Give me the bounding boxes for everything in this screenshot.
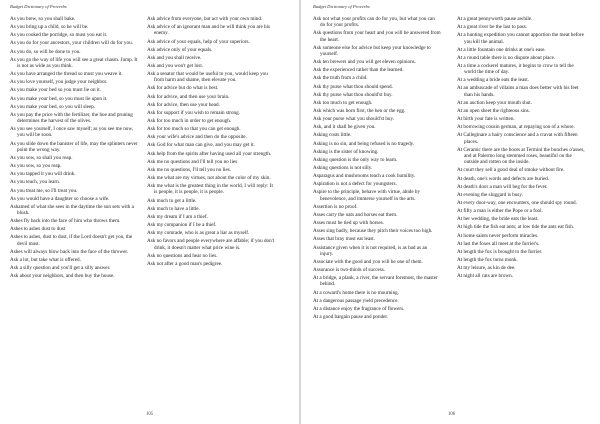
proverb-entry: As you brew, so you shall bake. xyxy=(10,16,76,22)
proverb-entry: As you do, so will be done to you. xyxy=(10,48,81,55)
proverb-entry: As you slide down the banister of life, may the splinters never point the wrong way. xyxy=(10,140,138,153)
proverb-entry: Asses sing badly, because they pitch their voices too high. xyxy=(313,228,433,235)
proverb-entry: As you sow, so shall you reap. xyxy=(10,154,73,161)
proverb-entry: Ask and you won't get lost. xyxy=(147,62,204,69)
proverb-entry: As you love yourself, you judge your neighbor. xyxy=(10,79,108,86)
proverb-entry: Ask me what are my virtues, not about the color of my skin. xyxy=(147,175,271,182)
running-head-left: Budget Dictionary of Proverbs xyxy=(10,4,67,9)
proverb-entry: Ask the truth from a child. xyxy=(313,75,368,82)
proverb-entry: Ask no favors and people everywhere are affable; if you don't drink, it doesn't matter what price wine is. xyxy=(147,238,275,251)
proverb-entry: As you sow, so you reap. xyxy=(10,163,62,170)
proverb-entry: Ask much to get a little. xyxy=(147,197,197,204)
proverb-entry: Ask for advice, and then use your brain. xyxy=(147,93,230,100)
proverb-entry: Ask for too much in order to get enough. xyxy=(147,118,232,125)
proverb-entry: Asking is the sister of knowing. xyxy=(313,148,379,155)
proverb-entry: At a hunting expedition you cannot apportion the meat before you kill the animal. xyxy=(457,32,584,45)
proverb-entry: At an open sheet the righteous sins. xyxy=(457,108,530,115)
proverb-entry: Ask a silly question and you'll get a silly answer. xyxy=(10,265,111,272)
proverb-entry: Ashes to ashes, dust to dust, if the Lord doesn't get you, the devil must. xyxy=(10,234,133,247)
proverb-entry: Aspire to the principle, behave with virtue, abide by benevolence, and immerse yourself in the arts. xyxy=(313,189,421,202)
proverb-entry: At fifty a man is either the Pope or a fool. xyxy=(457,208,543,215)
proverb-entry: At birth your fate is written. xyxy=(457,116,515,123)
proverb-entry: Asking is no sin, and being refused is no tragedy. xyxy=(313,140,415,147)
proverb-entry: At a coward's home there is no mourning. xyxy=(313,289,400,296)
proverb-entry: Ask advice from everyone, but act with your own mind. xyxy=(147,16,263,22)
proverb-entry: As you see yourself, I once saw myself; as you see me now, you will be soon. xyxy=(10,126,134,139)
proverb-entry: Ask me no questions, I'll tell you no lies. xyxy=(147,166,232,173)
proverb-entry: Ask the experienced rather than the learned. xyxy=(313,67,404,74)
proverb-entry: At her wedding, the bride eats the least. xyxy=(457,216,539,223)
proverb-entry: As you bring up a child, so he will be. xyxy=(10,24,89,31)
proverb-entry: As you cooked the porridge, so must you eat it. xyxy=(10,32,108,39)
proverb-entry: At a distance enjoy the fragrance of flowers. xyxy=(313,305,405,312)
proverb-entry: Ask which was born first, the hen or the egg. xyxy=(313,108,406,115)
proverb-entry: Associate with the good and you will be one of them. xyxy=(313,258,423,265)
proverb-entry: Ashes will always blow back into the face of the thrower. xyxy=(10,248,129,255)
left-page-column-2 xyxy=(147,16,275,269)
proverb-entry: As you would have a daughter so choose a wife. xyxy=(10,195,110,202)
right-page-column-1 xyxy=(313,16,441,322)
left-page-column-1 xyxy=(10,16,138,281)
proverb-entry: Ask thy purse what thou should spend. xyxy=(313,83,393,90)
proverb-entry: As you treat me, so I'll treat you. xyxy=(10,187,78,194)
proverb-entry: Ask not what your profits can do for you, but what you can do for your profits. xyxy=(313,16,435,29)
proverb-entry: At an auction keep your mouth shut. xyxy=(457,99,532,106)
proverb-entry: Ask questions from your heart and you will be answered from the heart. xyxy=(313,30,441,43)
proverb-entry: At every door-way, one encounters, one should spy round. xyxy=(457,200,577,207)
proverb-entry: At a time a cockerel matures, it begins to crow to tell the world the time of day. xyxy=(457,62,574,76)
proverb-entry: Ask God for what man can give, and you may get it. xyxy=(147,142,255,149)
proverb-entry: Ask, and it shall be given you. xyxy=(313,124,376,131)
proverb-entry: Assistance given when it is not required, is as bad as an injury. xyxy=(313,244,428,257)
proverb-entry: At length the fox is brought to the furrier. xyxy=(457,248,543,255)
proverb-entry: At an ambuscade of villains a man does better with his feet than his hands. xyxy=(457,85,579,98)
proverb-entry: At a wedding a bride eats the least. xyxy=(457,77,529,84)
proverb-entry: Ask a senator that would be useful to you, would keep you from harm and shame, then elevate you. xyxy=(147,71,268,84)
proverb-entry: Ask too much to get enough. xyxy=(313,99,373,106)
proverb-entry: At borrowing cousin german, at repaying son of a whore. xyxy=(457,124,575,131)
proverb-entry: Ask no questions and hear no lies. xyxy=(147,252,218,259)
proverb-entry: At a bridge, a plank, a river, the servant foremost, the master behind. xyxy=(313,275,438,288)
proverb-entry: Ask and you shall receive. xyxy=(147,54,202,61)
proverb-entry: Asses that bray most eat least. xyxy=(313,236,375,243)
page-number-right: 106 xyxy=(448,412,456,417)
proverb-entry: As you make your bed, so you must lie upon it. xyxy=(10,95,108,102)
proverb-entry: At death's door a man will beg for the fever. xyxy=(457,183,548,190)
proverb-entry: Ask your wife's advice and then do the opposite. xyxy=(147,134,247,141)
proverb-entry: As you make your bed, so you will sleep. xyxy=(10,103,96,110)
proverb-entry: At a little fountain one drinks at one's ease. xyxy=(457,46,546,53)
proverb-entry: Ashamed of what she sees in the daytime the sun sets with a blush. xyxy=(10,203,134,217)
proverb-entry: As you tapped it you will drink. xyxy=(10,171,76,178)
running-head-right: Budget Dictionary of Proverbs xyxy=(313,4,370,9)
proverb-entry: As you do for your ancestors, your children will do for you. xyxy=(10,40,133,47)
proverb-entry: Ask a lot, but take what is offered. xyxy=(10,257,81,264)
proverb-entry: Ask about your neighbors, and then buy the house. xyxy=(10,273,115,280)
proverb-entry: Ask advice of your equals, help of your superiors. xyxy=(147,38,250,45)
proverb-entry: At Calleginare a hairy conscience and a cravat with fifteen places. xyxy=(457,132,578,145)
proverb-entry: As you make your bed so you must lie on it. xyxy=(10,87,101,94)
left-page xyxy=(0,0,299,424)
proverb-entry: Ask your purse what you should'st buy. xyxy=(313,116,394,123)
proverb-entry: At a dangerous passage yield precedence. xyxy=(313,297,399,304)
proverb-entry: At length the fox turns monk. xyxy=(457,257,518,264)
proverb-entry: Ask for too much so that you can get enough. xyxy=(147,126,241,133)
proverb-entry: Ask for advice but do what is best. xyxy=(147,85,219,92)
proverb-entry: At home saints never perform miracles. xyxy=(457,232,539,239)
proverb-entry: As you pay the price with the fertilizer, the hoe and pruning determines the harvest of the olives. xyxy=(10,111,133,125)
proverb-entry: Asking costs little. xyxy=(313,132,352,139)
proverb-entry: Assertion is no proof. xyxy=(313,203,358,210)
proverb-entry: At a good bargain pause and ponder. xyxy=(313,314,389,320)
proverb-entry: As you have arranged the thread so must you weave it. xyxy=(10,71,123,78)
proverb-entry: Ask my companion if I be a thief. xyxy=(147,221,217,228)
proverb-entry: Ask my comrade, who is as great a liar as myself. xyxy=(147,230,250,237)
proverb-entry: At last the foxes all meet at the furrier's. xyxy=(457,240,540,247)
proverb-entry: At a round table there is no dispute about place. xyxy=(457,54,556,61)
proverb-entry: Aspiration is not a defect for youngsters. xyxy=(313,181,397,188)
proverb-entry: Ask not after a good man's pedigree. xyxy=(147,260,223,267)
proverb-entry: Asses carry the oats and horses eat them. xyxy=(313,211,398,218)
proverb-entry: Ask me no questions and I'll tell you no lies xyxy=(147,158,238,165)
proverb-entry: Ask advice only of your equals. xyxy=(147,46,213,53)
right-page xyxy=(301,0,600,424)
proverb-entry: Ask much to have a little. xyxy=(147,205,200,212)
proverb-entry: Ask ten brewers and you will get eleven opinions. xyxy=(313,59,416,66)
proverb-entry: Asking question is the only way to learn. xyxy=(313,156,398,163)
proverb-entry: Ask my dream if I am a thief. xyxy=(147,213,208,220)
proverb-entry: At night all cats are brown. xyxy=(457,273,513,280)
page-number-left: 105 xyxy=(146,412,154,417)
proverb-entry: Ask help from the spirits after having used all your strength. xyxy=(147,150,272,157)
right-page-column-2 xyxy=(457,16,585,281)
proverb-entry: Asses must be tied up with horses. xyxy=(313,220,384,227)
proverb-entry: At my leisure, as kin de dee. xyxy=(457,265,516,272)
proverb-entry: At Ceramic there are the boots at Termini the bunches o'asses, and at Palermo long stemmed roses, beautiful on the outside and rotten on the inside. xyxy=(457,146,585,166)
proverb-entry: Ashes fly back into the face of him who throws them. xyxy=(10,218,121,225)
proverb-entry: Asking questions is not silly. xyxy=(313,165,373,171)
proverb-entry: Ask someone else for advice but keep your knowledge to yourself. xyxy=(313,44,431,58)
proverb-entry: Ask me what is the greatest thing in the world, I will reply: It is people, it is people, it is people. xyxy=(147,183,273,196)
proverb-entry: Ashes to ashes dust to dust xyxy=(10,226,66,233)
proverb-entry: As you teach, you learn. xyxy=(10,179,60,186)
proverb-entry: Ask advice of an ignorant man and he will think you are his enemy. xyxy=(147,24,271,37)
proverb-entry: At a great river be the last to pass. xyxy=(457,24,528,31)
proverb-entry: Ask for advice, then use your head. xyxy=(147,101,220,108)
proverb-entry: At evening the sluggard is busy. xyxy=(457,191,523,198)
proverb-entry: At death, one's words and defects are buried. xyxy=(457,175,550,182)
proverb-entry: At a great pennyworth pause awhile. xyxy=(457,16,533,22)
proverb-entry: Ask for support if you wish to remain strong. xyxy=(147,109,240,116)
proverb-entry: Asparagus and mushrooms teach a cook humility. xyxy=(313,173,416,180)
proverb-entry: At court they sell a good deal of smoke without fire. xyxy=(457,167,565,174)
proverb-entry: Assurance is two-thirds of success. xyxy=(313,267,386,274)
proverb-entry: At high tide the fish eat ants; at low tide the ants eat fish. xyxy=(457,224,575,231)
proverb-entry: As you go the way of life you will see a great chasm. Jump. It is not as wide as you think. xyxy=(10,56,138,69)
proverb-entry: Ask thy purse what thou should'st buy. xyxy=(313,91,393,98)
